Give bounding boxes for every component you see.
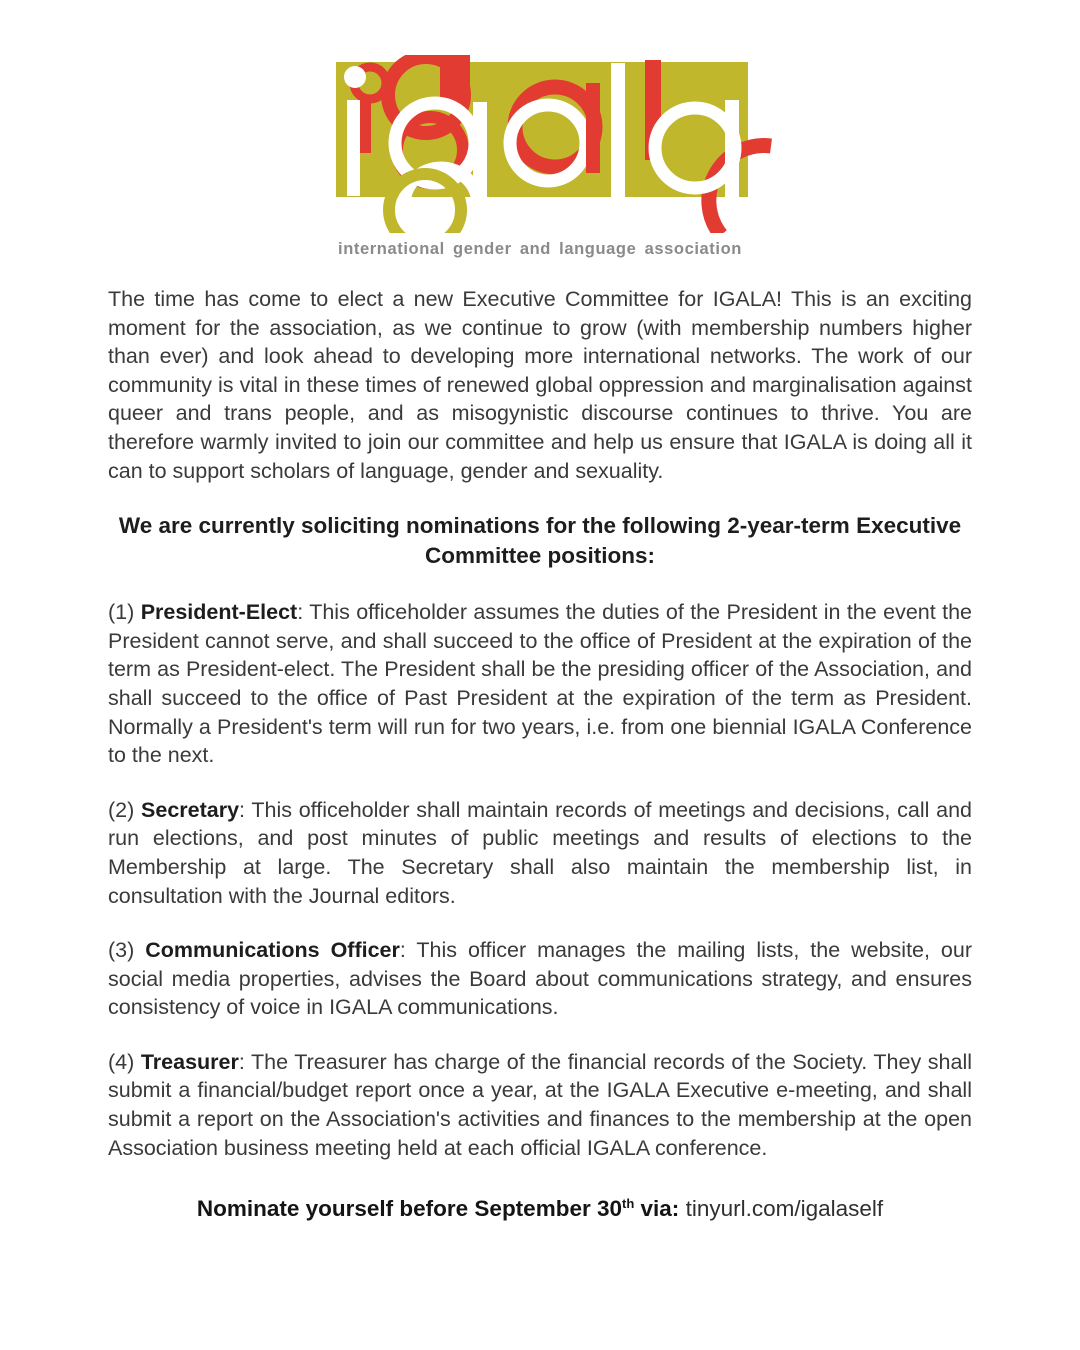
position-title: President-Elect	[140, 600, 298, 625]
position-description: : The Treasurer has charge of the financial records of the Society. They shall submit a financial/budget report once a year, at the IGALA Executive e-meeting, and shall submit a report on the Association's activities and finances to the membership at the open Association business meeting held at each official IGALA conference.	[108, 1049, 972, 1160]
closing-superscript: th	[622, 1196, 635, 1212]
logo-tagline: international gender and language association	[338, 240, 742, 258]
announcement-body	[108, 285, 972, 1224]
nomination-url: tinyurl.com/igalaself	[685, 1196, 884, 1222]
closing-bold-text: Nominate yourself before September 30	[196, 1196, 622, 1222]
position-description: : This officer manages the mailing lists, the website, our social media properties, advises the Board about communications strategy, and ensures consistency of voice in IGALA communications.	[108, 938, 972, 1020]
position-title: Communications Officer	[145, 938, 400, 963]
position-title: Secretary	[141, 797, 240, 822]
nomination-call-to-action	[108, 1194, 972, 1224]
position-treasurer	[108, 1048, 972, 1162]
position-number: (4)	[108, 1049, 141, 1074]
igala-logo	[293, 55, 788, 233]
position-number: (2)	[108, 797, 142, 822]
closing-bold-via: via:	[634, 1196, 686, 1222]
position-title: Treasurer	[140, 1049, 239, 1074]
nominations-heading: We are currently soliciting nominations for the following 2-year-term Executive Committee positions:	[118, 513, 962, 569]
intro-paragraph: The time has come to elect a new Executive Committee for IGALA! This is an exciting moment for the association, as we continue to grow (with membership numbers higher than ever) and look ahead to developing more international networks. The work of our community is vital in these times of renewed global oppression and marginalisation against queer and trans people, and as misogynistic discourse continues to thrive. You are therefore warmly invited to join our committee and help us ensure that IGALA is doing all it can to support scholars of language, gender and sexuality.	[108, 287, 972, 483]
igala-logo-block	[293, 0, 788, 259]
position-communications-officer	[108, 936, 972, 1022]
position-number: (1)	[108, 600, 141, 625]
position-secretary	[108, 796, 972, 910]
position-description: : This officeholder shall maintain records of meetings and decisions, call and run elections, and post minutes of public meetings and results of elections to the Membership at large. The Secretary shall also maintain the membership list, in consultation with the Journal editors.	[108, 797, 972, 908]
position-number: (3)	[108, 938, 146, 963]
position-president-elect	[108, 598, 972, 770]
position-description: : This officeholder assumes the duties of the President in the event the President cannot serve, and shall succeed to the office of President at the expiration of the term as President-elect. The President shall be the presiding officer of the Association, and shall succeed to the office of Past President at the expiration of the term as President. Normally a President's term will run for two years, i.e. from one biennial IGALA Conference to the next.	[108, 600, 973, 768]
